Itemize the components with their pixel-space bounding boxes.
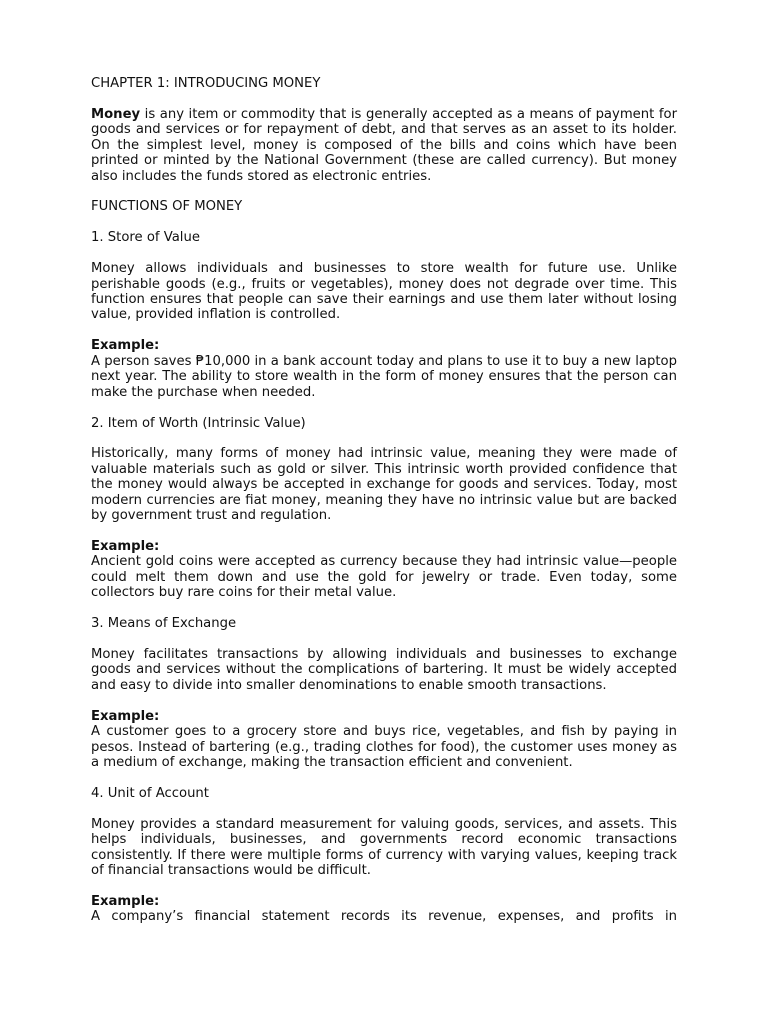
intro-term: Money [91,106,141,122]
section-heading: 1. Store of Value [91,230,200,246]
section-heading: 3. Means of Exchange [91,616,237,632]
section-heading: 4. Unit of Account [91,785,209,801]
section-body: Money provides a standard measurement for valuing goods, services, and assets. This helps individuals, businesses, and governments record economic transactions consistently. If there were multiple forms of currency with varying values, keeping track of financial transactions would be difficult. [91,816,677,878]
example-text: A customer goes to a grocery store and buys rice, vegetables, and fish by paying in pesos. Instead of bartering (e.g., trading clothes for food), the customer uses money as a medium of exchange, making the transaction efficient and convenient. [91,724,677,770]
example-label: Example: [91,538,160,554]
document-page [91,76,677,925]
section-body: Money allows individuals and businesses to store wealth for future use. Unlike perishable goods (e.g., fruits or vegetables), money does not degrade over time. This function ensures that people can save their earnings and use them later without losing value, provided inflation is controlled. [91,261,677,323]
example-label: Example: [91,893,160,909]
example-text: A company’s financial statement records its revenue, expenses, and profits in [91,909,677,925]
functions-heading: FUNCTIONS OF MONEY [91,199,243,215]
section-heading: 2. Item of Worth (Intrinsic Value) [91,415,306,431]
example-text: A person saves ₱10,000 in a bank account today and plans to use it to buy a new laptop next year. The ability to store wealth in the form of money ensures that the person can make the purchase when needed. [91,353,677,400]
chapter-title: CHAPTER 1: INTRODUCING MONEY [91,76,321,91]
section-body: Money facilitates transactions by allowing individuals and businesses to exchange goods and services without the complications of bartering. It must be widely accepted and easy to divide into smaller denominations to enable smooth transactions. [91,646,677,693]
example-label: Example: [91,708,160,724]
section-body: Historically, many forms of money had intrinsic value, meaning they were made of valuable materials such as gold or silver. This intrinsic worth provided confidence that the money would always be accepted in exchange for goods and services. Today, most modern currencies are fiat money, meaning they have no intrinsic value but are backed by government trust and regulation. [91,446,677,524]
intro-text: is any item or commodity that is generally accepted as a means of payment for goods and services or for repayment of debt, and that serves as an asset to its holder. On the simplest level, money is composed of the bills and coins which have been printed or minted by the National Government (these are called currency). But money also includes the funds stored as electronic entries. [91,106,677,184]
example-text: Ancient gold coins were accepted as currency because they had intrinsic value—people could melt them down and use the gold for jewelry or trade. Even today, some collectors buy rare coins for their metal value. [91,554,677,601]
example-label: Example: [91,338,160,354]
intro-paragraph [91,107,677,184]
